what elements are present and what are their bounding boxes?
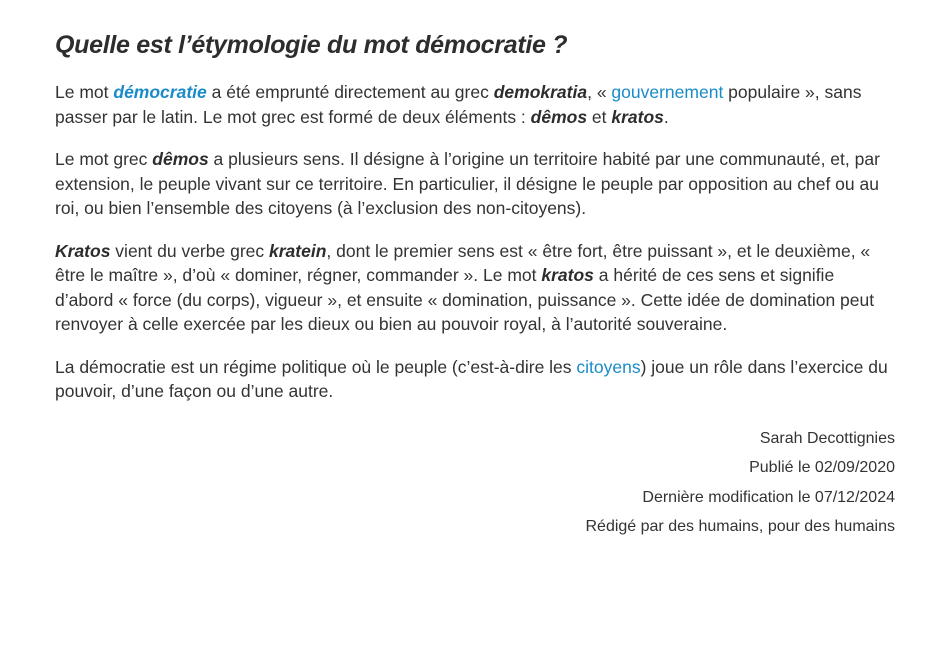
modified-date: Dernière modification le 07/12/2024 xyxy=(642,488,895,506)
text: populaire », sans passer par le latin. Le mot grec est formé de deux éléments : xyxy=(55,82,862,127)
term-demokratia: demokratia xyxy=(493,82,588,102)
text: ) joue un rôle dans l’exercice du pouvoir, d’une façon ou d’une autre. xyxy=(55,356,888,401)
text: La démocratie est un régime politique où le peuple (c’est-à-dire les xyxy=(55,356,577,377)
term-kratos: kratos xyxy=(611,106,664,127)
text: Le mot xyxy=(55,82,114,102)
link-democratie[interactable]: démocratie xyxy=(113,82,207,102)
paragraph-3 xyxy=(55,239,895,337)
link-gouvernement[interactable]: gouvernement xyxy=(611,82,724,102)
article-title: Quelle est l’étymologie du mot démocratie ? xyxy=(55,31,568,59)
text: . xyxy=(663,106,669,127)
author-name: Sarah Decottignies xyxy=(759,429,895,447)
term-demos: dêmos xyxy=(152,149,209,169)
published-date: Publié le 02/09/2020 xyxy=(749,459,895,476)
paragraph-1 xyxy=(55,80,895,129)
text: Le mot grec xyxy=(55,149,153,169)
article-meta xyxy=(55,424,895,542)
term-kratein: kratein xyxy=(269,240,327,261)
tagline: Rédigé par des humains, pour des humains xyxy=(585,518,895,535)
term-kratos: kratos xyxy=(541,265,594,285)
text: , « xyxy=(587,82,612,102)
text: vient du verbe grec xyxy=(110,240,269,261)
paragraph-2 xyxy=(55,147,895,221)
text: a plusieurs sens. Il désigne à l’origine un territoire habité par une communauté, et, par extension, le peuple vivant sur ce territoire. En particulier, il désigne le peuple par opposition au chef ou au roi, ou bien l’ensemble des citoyens (à l’exclusion des non-citoyens). xyxy=(55,149,880,218)
article xyxy=(55,28,895,542)
text: , dont le premier sens est « être fort, être puissant », et le deuxième, « être le maître », d’où « dominer, régner, commander ». Le mot xyxy=(55,240,871,285)
text: a hérité de ces sens et signifie d’abord « force (du corps), vigueur », et ensuite « domination, puissance ». Cette idée de domination peut renvoyer à celle exercée par les dieux ou bien au pouvoir royal, à l’autorité souveraine. xyxy=(55,265,875,334)
text: a été emprunté directement au grec xyxy=(206,82,494,102)
link-citoyens[interactable]: citoyens xyxy=(576,356,641,377)
term-demos: dêmos xyxy=(530,106,588,127)
text: et xyxy=(587,106,612,127)
paragraph-4 xyxy=(55,355,895,404)
term-kratos: Kratos xyxy=(55,240,111,261)
